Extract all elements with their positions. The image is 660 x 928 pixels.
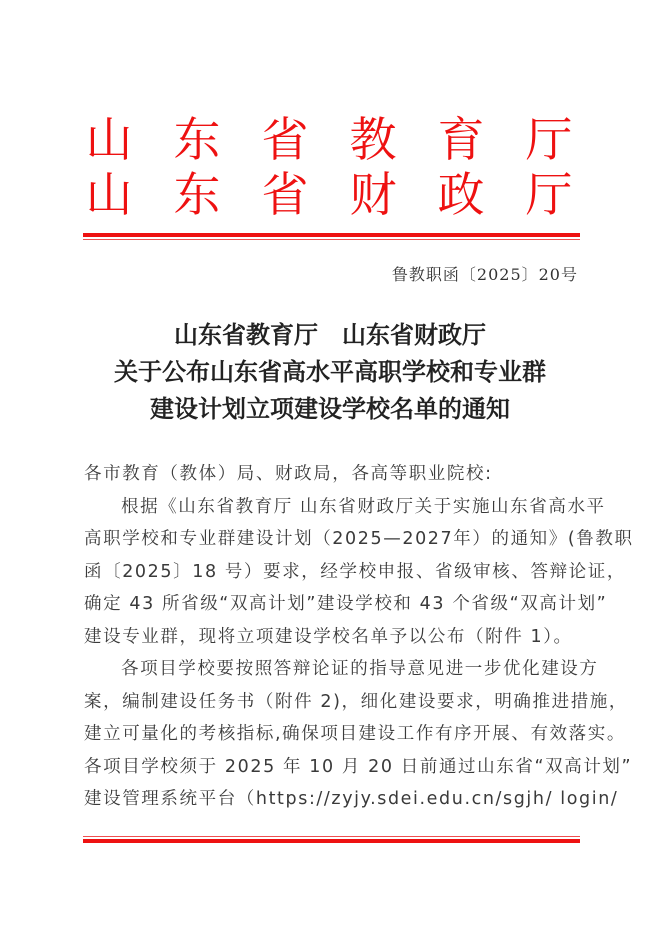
title-line: 关于公布山东省高水平高职学校和专业群 [114, 357, 546, 386]
paragraph-line: 建立可量化的考核指标,确保项目建设工作有序开展、有效落实。 [84, 724, 626, 744]
paragraph-line: 建设专业群，现将立项建设学校名单予以公布（附件 1）。 [84, 626, 573, 647]
masthead-char: 省 [261, 113, 309, 168]
paragraph-line: 高职学校和专业群建设计划（2025—2027年）的通知》(鲁教职 [84, 529, 634, 549]
masthead-line-education [84, 113, 584, 168]
paragraph-line: 各项目学校须于 2025 年 10 月 20 日前通过山东省“双高计划” [84, 756, 633, 777]
paragraph-line: 函〔2025〕18 号）要求，经学校申报、省级审核、答辩论证， [84, 561, 626, 582]
red-divider-bottom-thin [83, 836, 580, 837]
red-divider-top-thin [83, 239, 580, 240]
paragraph-line: 根据《山东省教育厅 山东省财政厅关于实施山东省高水平 [121, 496, 606, 517]
masthead-char: 政 [437, 168, 485, 223]
document-title [70, 316, 590, 427]
salutation: 各市教育（教体）局、财政局，各高等职业院校: [84, 464, 493, 484]
red-divider-top-thick [83, 233, 580, 237]
document-number: 鲁教职函〔2025〕20号 [391, 265, 578, 284]
document-body [84, 458, 634, 816]
masthead-char: 东 [173, 168, 221, 223]
paragraph-line: 各项目学校要按照答辩论证的指导意见进一步优化建设方 [121, 659, 599, 679]
title-line: 山东省教育厅 山东省财政厅 [174, 320, 486, 349]
title-line: 建设计划立项建设学校名单的通知 [150, 394, 510, 423]
masthead-char: 教 [349, 113, 397, 168]
masthead-char: 山 [85, 113, 133, 168]
masthead-char: 厅 [525, 168, 573, 223]
masthead-char: 山 [85, 168, 133, 223]
masthead-char: 厅 [525, 113, 573, 168]
masthead-char: 省 [261, 168, 309, 223]
masthead-char: 财 [349, 168, 397, 223]
paragraph-line: 案，编制建设任务书（附件 2)，细化建设要求，明确推进措施， [84, 691, 629, 712]
paragraph-line: 建设管理系统平台（https://zyjy.sdei.edu.cn/sgjh/ login/ [84, 789, 619, 809]
masthead-char: 育 [437, 113, 485, 168]
masthead-line-finance [84, 168, 584, 223]
red-divider-bottom-thick [83, 839, 580, 843]
masthead-char: 东 [173, 113, 221, 168]
paragraph-line: 确定 43 所省级“双高计划”建设学校和 43 个省级“双高计划” [84, 594, 608, 614]
